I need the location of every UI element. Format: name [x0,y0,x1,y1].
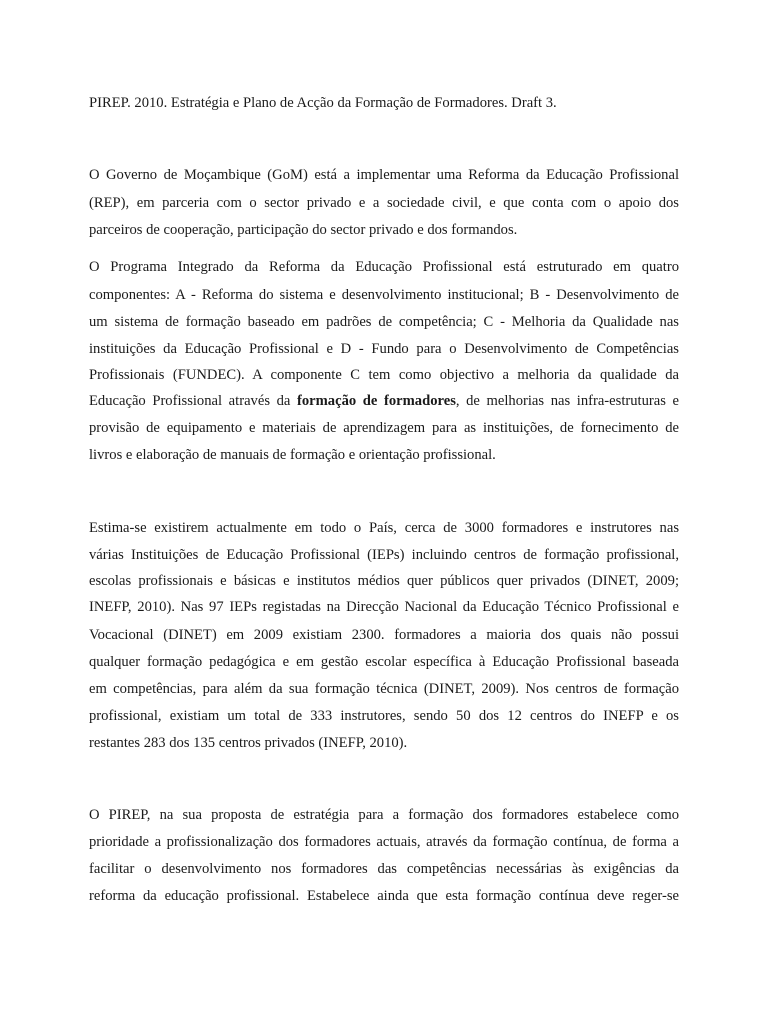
paragraph-text-segment: Educação Profissional através da [89,393,298,409]
paragraph-line-with-emphasis [89,392,679,410]
paragraph-line: prioridade a profissionalização dos formadores actuais, através da formação contínua, de forma a [89,834,679,850]
paragraph-line: parceiros de cooperação, participação do sector privado e dos formandos. [89,222,518,238]
paragraph-line: restantes 283 dos 135 centros privados (INEFP, 2010). [89,735,408,751]
paragraph-line: provisão de equipamento e materiais de aprendizagem para as instituições, de fornecimento de [89,420,679,436]
paragraph-line: livros e elaboração de manuais de formação e orientação profissional. [89,447,496,463]
paragraph-line: profissional, existiam um total de 333 instrutores, sendo 50 dos 12 centros do INEFP e os [89,708,679,724]
paragraph-line: INEFP, 2010). Nas 97 IEPs registadas na Direcção Nacional da Educação Técnico Profissional e [89,599,679,615]
paragraph-line: facilitar o desenvolvimento nos formadores das competências necessárias às exigências da [89,861,679,877]
paragraph-line: um sistema de formação baseado em padrões de competência; C - Melhoria da Qualidade nas [89,314,679,330]
paragraph-text-segment: , de melhorias nas infra-estruturas e [455,393,679,409]
paragraph-line: Estima-se existirem actualmente em todo o País, cerca de 3000 formadores e instrutores nas [89,520,679,536]
paragraph-line: escolas profissionais e básicas e institutos médios quer públicos quer privados (DINET, 2009; [89,573,679,589]
paragraph-line: instituições da Educação Profissional e D - Fundo para o Desenvolvimento de Competências [89,341,679,357]
paragraph-line: O PIREP, na sua proposta de estratégia para a formação dos formadores estabelece como [89,807,679,823]
paragraph-line: em competências, para além da sua formação técnica (DINET, 2009). Nos centros de formação [89,681,679,697]
paragraph-line: Profissionais (FUNDEC). A componente C tem como objectivo a melhoria da qualidade da [89,367,679,383]
paragraph-line: Vocacional (DINET) em 2009 existiam 2300. formadores a maioria dos quais não possui [89,627,679,643]
paragraph-line: O Programa Integrado da Reforma da Educação Profissional está estruturado em quatro [89,259,679,275]
paragraph-line: várias Instituições de Educação Profissional (IEPs) incluindo centros de formação profissional, [89,547,679,563]
document-header: PIREP. 2010. Estratégia e Plano de Acção da Formação de Formadores. Draft 3. [89,95,557,111]
paragraph-line: (REP), em parceria com o sector privado e a sociedade civil, e que conta com o apoio dos [89,195,679,211]
paragraph-line: componentes: A - Reforma do sistema e desenvolvimento institucional; B - Desenvolvimento de [89,287,679,303]
paragraph-line: reforma da educação profissional. Estabelece ainda que esta formação contínua deve reger-se [89,888,679,904]
emphasis-text: formação de formadores [297,393,456,409]
paragraph-line: O Governo de Moçambique (GoM) está a implementar uma Reforma da Educação Profissional [89,167,679,183]
paragraph-line: qualquer formação pedagógica e em gestão escolar específica à Educação Profissional baseada [89,654,679,670]
